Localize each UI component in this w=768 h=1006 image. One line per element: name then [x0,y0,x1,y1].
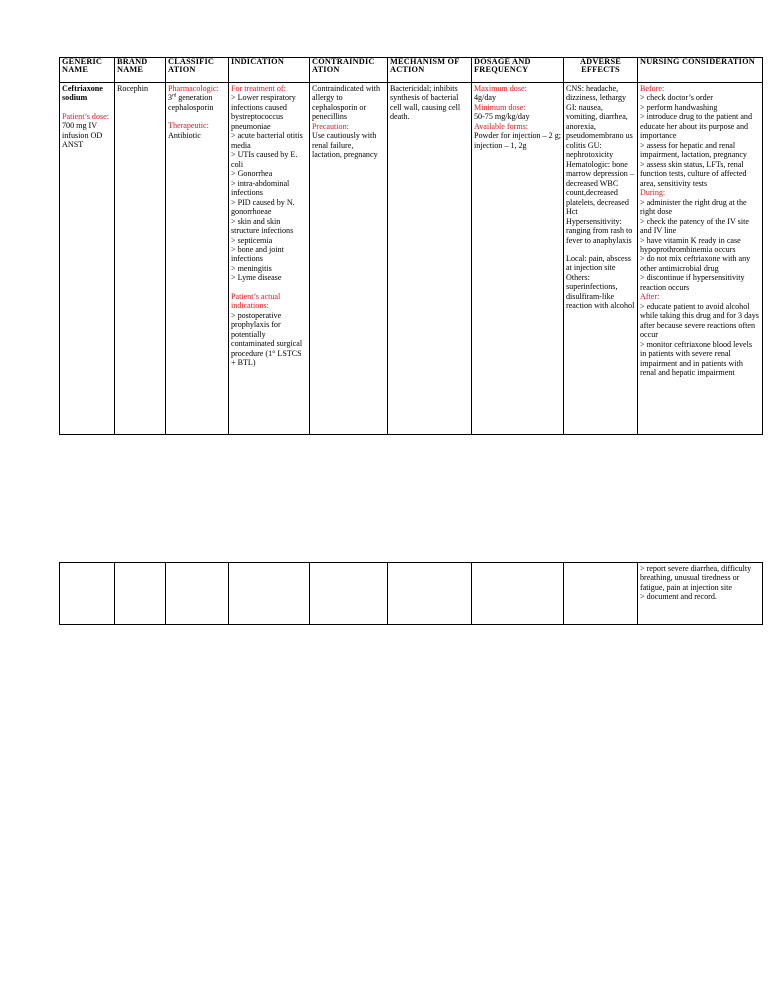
indication-cell [229,83,310,435]
header-dosage: DOSAGE AND FREQUENCY [472,58,564,83]
empty-cell [60,563,115,625]
actual-indication-label: Patient’s actual indications: [231,291,281,311]
therapeutic-value: Antibiotic [168,130,201,140]
maximum-dose-value: 4g/day [474,93,497,103]
header-mechanism: MECHANISM OF ACTION [388,58,472,83]
maximum-dose-label: Maximum dose: [474,84,527,93]
indication-item: > septicemia [231,235,273,245]
after-label: After: [640,292,660,302]
pharmacologic-value: 3rd generation cephalosporin [168,93,214,112]
empty-cell [115,563,166,625]
available-forms-label: Available forms: [474,121,529,131]
patient-dose-label: Patient’s dose: [62,111,109,121]
adverse-effects-local: Local: pain, abscess at injection site Others: superinfections, disulfiram-like reaction with alcohol [566,253,635,311]
indication-item: > Lyme disease [231,273,282,283]
header-contraindication: CONTRAINDIC ATION [310,58,388,83]
mechanism-value: Bactericidal; inhibits synthesis of bacterial cell wall, causing cell death. [390,84,461,122]
pharmacologic-label: Pharmacologic: [168,84,219,93]
minimum-dose-label: Minimum dose: [474,102,526,112]
empty-cell [310,563,388,625]
header-classification: CLASSIFIC ATION [166,58,229,83]
contraindication-value: Contraindicated with allergy to cephalosporin or penecillins [312,84,381,122]
indication-item: > bone and joint infections [231,244,284,264]
header-nursing-consideration: NURSING CONSIDERATION [638,58,763,83]
indication-item: > Lower respiratory infections caused bystreptococcus pneumoniae [231,93,296,131]
empty-cell [388,563,472,625]
nursing-item: > educate patient to avoid alcohol while taking this drug and for 3 days after because severe reactions often occur [640,301,759,340]
indication-item: > Gonorrhea [231,169,273,179]
empty-cell [166,563,229,625]
actual-indication-value: > postoperative prophylaxis for potentially contaminated surgical procedure (1° LSTCS + BTL) [231,310,303,368]
adverse-effects-text: CNS: headache, dizziness, lethargy GI: nausea, vomiting, diarrhea, anorexia, pseudomembrano us colitis GU: nephrotoxicity Hematologic: bone marrow depression – decreased WBC count,decreased platelets, decreased Hct Hypersensitivity: ranging from rash to fever to anaphylaxis [566,84,634,245]
nursing-item: > have vitamin K ready in case hypoprothrombinemia occurs [640,235,741,254]
contraindication-cell [310,83,388,435]
indication-item: > skin and skin structure infections [231,216,294,236]
continuation-row [60,563,763,625]
empty-cell [472,563,564,625]
nursing-item: > introduce drug to the patient and educate her about its purpose and importance [640,112,753,141]
drug-study-table [59,57,763,435]
mechanism-cell [388,83,472,435]
header-adverse-effects: ADVERSE EFFECTS [564,58,638,83]
nursing-item: > check doctor’s order [640,93,713,103]
indication-item: > PID caused by N. gonorrhoeae [231,197,295,217]
dosage-cell [472,83,564,435]
nursing-item: > discontinue if hypersensitivity reaction occurs [640,273,745,292]
drug-row [60,83,763,435]
indication-label: For treatment of: [231,84,286,93]
indication-item: > acute bacterial otitis media [231,131,303,150]
precaution-value: Use cautiously with renal failure, lactation, pregnancy [312,131,378,160]
before-label: Before: [640,84,665,93]
nursing-item: > do not mix ceftriaxone with any other antimicrobial drug [640,254,751,273]
generic-name: Ceftriaxone sodium [62,84,103,103]
nursing-item: > report severe diarrhea, difficulty breathing, unusual tiredness or fatigue, pain at injection site [640,564,752,592]
brand-name: Rocephin [117,84,149,93]
during-label: During: [640,188,666,198]
nursing-item: > assess for hepatic and renal impairment, lactation, pregnancy [640,140,747,160]
header-row [60,58,763,83]
precaution-label: Precaution: [312,121,349,131]
classification-cell [166,83,229,435]
drug-study-table-continued [59,562,763,625]
indication-item: > UTIs caused by E. coli [231,150,298,169]
available-forms-value: Powder for injection – 2 g; injection – 1, 2g [474,131,561,150]
nursing-item: > monitor ceftriaxone blood levels in patients with severe renal impairment and in patients with renal and hepatic impairment [640,339,753,378]
minimum-dose-value: 50-75 mg/kg/day [474,112,530,122]
header-brand-name: BRAND NAME [115,58,166,83]
therapeutic-label: Therapeutic: [168,121,209,131]
patient-dose-value: 700 mg IV infusion OD ANST [62,121,103,150]
generic-name-cell [60,83,115,435]
nursing-item: > document and record. [640,592,717,602]
nursing-consideration-cell [638,83,763,435]
empty-cell [564,563,638,625]
adverse-effects-cell [564,83,638,435]
nursing-item: > assess skin status, LFTs, renal function tests, culture of affected area, sensitivity tests [640,159,747,188]
nursing-continued-cell [638,563,763,625]
empty-cell [229,563,310,625]
indication-item: > meningitis [231,263,272,273]
nursing-item: > perform handwashing [640,102,718,112]
header-indication: INDICATION [229,58,310,83]
nursing-item: > administer the right drug at the right dose [640,197,747,217]
indication-item: > intra-abdominal infections [231,178,290,198]
header-generic-name: GENERIC NAME [60,58,115,83]
nursing-item: > check the patency of the IV site and IV line [640,216,749,236]
brand-name-cell [115,83,166,435]
